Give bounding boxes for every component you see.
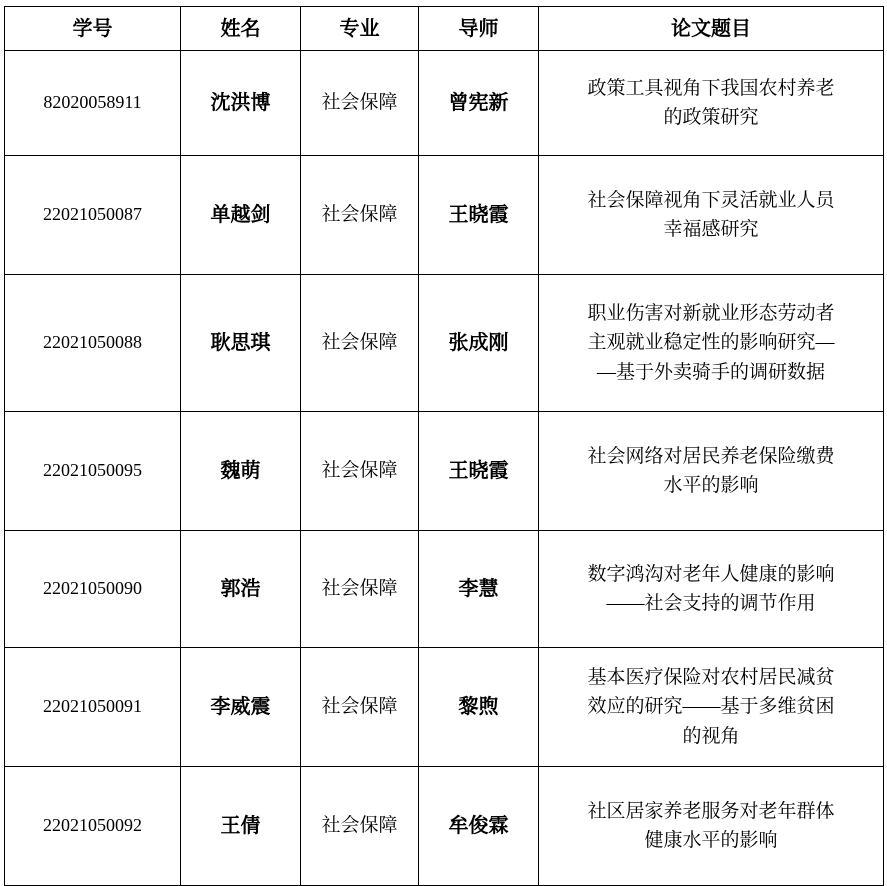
cell-advisor: 王晓霞	[419, 156, 539, 275]
cell-student-id: 22021050087	[5, 156, 181, 275]
table-row	[5, 51, 884, 156]
cell-major: 社会保障	[301, 275, 419, 412]
cell-student-id: 82020058911	[5, 51, 181, 156]
cell-name: 李威震	[181, 648, 301, 767]
table-row	[5, 648, 884, 767]
cell-thesis-title	[539, 767, 884, 886]
cell-name: 单越剑	[181, 156, 301, 275]
cell-major: 社会保障	[301, 648, 419, 767]
cell-advisor: 牟俊霖	[419, 767, 539, 886]
column-header-student-id: 学号	[5, 7, 181, 51]
thesis-title-line: —基于外卖骑手的调研数据	[596, 361, 825, 383]
cell-name: 王倩	[181, 767, 301, 886]
thesis-title-line: 基本医疗保险对农村居民减贫	[587, 666, 835, 688]
thesis-title-line: 的视角	[682, 725, 740, 747]
thesis-title-line: 社区居家养老服务对老年群体	[587, 800, 835, 822]
thesis-title-line: 数字鸿沟对老年人健康的影响	[587, 563, 835, 585]
cell-advisor: 曾宪新	[419, 51, 539, 156]
thesis-title-line: 幸福感研究	[663, 219, 759, 240]
table-row	[5, 531, 884, 648]
cell-major: 社会保障	[301, 156, 419, 275]
cell-thesis-title	[539, 51, 884, 156]
thesis-title-line: 水平的影响	[663, 475, 759, 496]
cell-advisor: 王晓霞	[419, 412, 539, 531]
cell-thesis-title	[539, 648, 884, 767]
table-row	[5, 275, 884, 412]
cell-student-id: 22021050088	[5, 275, 181, 412]
thesis-title-line: 效应的研究——基于多维贫困	[587, 696, 835, 718]
cell-major: 社会保障	[301, 531, 419, 648]
thesis-title-line: 社会保障视角下灵活就业人员	[587, 189, 835, 211]
cell-name: 沈洪博	[181, 51, 301, 156]
thesis-title-line: 政策工具视角下我国农村养老	[587, 77, 835, 99]
cell-major: 社会保障	[301, 51, 419, 156]
thesis-title-line: 健康水平的影响	[644, 830, 778, 851]
table-header	[5, 7, 884, 51]
cell-student-id: 22021050095	[5, 412, 181, 531]
table-body	[5, 51, 884, 886]
cell-name: 耿思琪	[181, 275, 301, 412]
thesis-title-line: 的政策研究	[663, 107, 759, 128]
cell-student-id: 22021050090	[5, 531, 181, 648]
column-header-advisor: 导师	[419, 7, 539, 51]
thesis-table	[4, 6, 884, 886]
table-row	[5, 412, 884, 531]
cell-thesis-title	[539, 156, 884, 275]
cell-thesis-title	[539, 412, 884, 531]
cell-name: 郭浩	[181, 531, 301, 648]
column-header-thesis-title: 论文题目	[539, 7, 884, 51]
thesis-title-line: 社会网络对居民养老保险缴费	[587, 445, 835, 467]
cell-thesis-title	[539, 531, 884, 648]
table-row	[5, 767, 884, 886]
thesis-title-line: ——社会支持的调节作用	[606, 593, 816, 614]
table-header-row	[5, 7, 884, 51]
cell-student-id: 22021050091	[5, 648, 181, 767]
cell-name: 魏萌	[181, 412, 301, 531]
cell-major: 社会保障	[301, 412, 419, 531]
cell-student-id: 22021050092	[5, 767, 181, 886]
column-header-major: 专业	[301, 7, 419, 51]
cell-advisor: 张成刚	[419, 275, 539, 412]
cell-thesis-title	[539, 275, 884, 412]
cell-advisor: 黎煦	[419, 648, 539, 767]
column-header-name: 姓名	[181, 7, 301, 51]
cell-major: 社会保障	[301, 767, 419, 886]
thesis-title-line: 职业伤害对新就业形态劳动者	[587, 302, 835, 324]
thesis-title-line: 主观就业稳定性的影响研究—	[587, 332, 835, 354]
cell-advisor: 李慧	[419, 531, 539, 648]
table-row	[5, 156, 884, 275]
